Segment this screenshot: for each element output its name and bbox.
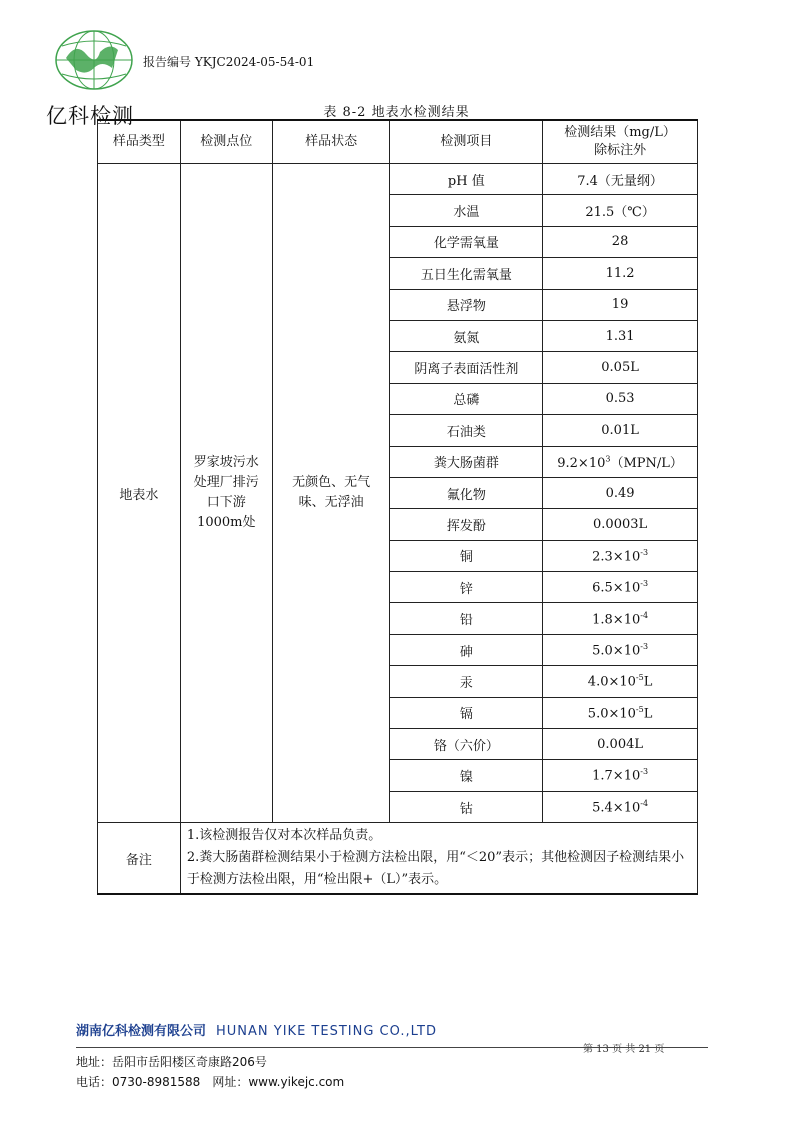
logo-name: 亿科检测 bbox=[46, 104, 134, 128]
item-cell: 水温 bbox=[390, 195, 543, 226]
result-value: 6.5×10 bbox=[592, 580, 641, 596]
result-cell bbox=[543, 791, 698, 822]
item-cell: 总磷 bbox=[390, 383, 543, 414]
result-exponent: -4 bbox=[640, 610, 649, 620]
result-cell bbox=[543, 289, 698, 320]
result-value: 0.05L bbox=[601, 360, 639, 376]
result-cell bbox=[543, 697, 698, 728]
result-exponent: -5 bbox=[635, 673, 644, 683]
result-value: 0.53 bbox=[605, 391, 635, 407]
result-value: 0.004L bbox=[597, 736, 643, 752]
globe-logo-icon bbox=[52, 28, 136, 92]
col-header-state: 样品状态 bbox=[272, 120, 390, 164]
item-cell: 铅 bbox=[390, 603, 543, 634]
result-value: 11.2 bbox=[605, 265, 635, 281]
col-header-result-line1: 检测结果（mg/L） bbox=[564, 125, 676, 140]
item-cell: pH 值 bbox=[390, 164, 543, 195]
result-value: 9.2×10 bbox=[557, 456, 606, 472]
col-header-result-line2: 除标注外 bbox=[594, 143, 647, 158]
results-table bbox=[97, 119, 698, 895]
company-contact bbox=[76, 1073, 344, 1090]
col-header-item: 检测项目 bbox=[390, 120, 543, 164]
footer-divider bbox=[76, 1047, 708, 1048]
result-value: 5.4×10 bbox=[592, 800, 641, 816]
item-cell: 镉 bbox=[390, 697, 543, 728]
company-name bbox=[76, 1020, 437, 1039]
result-cell bbox=[543, 760, 698, 791]
table-title: 表 8-2 地表水检测结果 bbox=[323, 105, 470, 120]
result-exponent: -3 bbox=[640, 579, 649, 589]
result-value: 0.01L bbox=[601, 422, 639, 438]
result-exponent: -3 bbox=[640, 641, 649, 651]
result-cell bbox=[543, 415, 698, 446]
item-cell: 砷 bbox=[390, 634, 543, 665]
item-cell: 阴离子表面活性剂 bbox=[390, 352, 543, 383]
remarks-label: 备注 bbox=[98, 823, 181, 895]
item-cell: 五日生化需氧量 bbox=[390, 258, 543, 289]
result-value: 0.49 bbox=[605, 485, 635, 501]
result-cell bbox=[543, 729, 698, 760]
location-line: 处理厂排污 bbox=[193, 475, 259, 491]
result-value: 1.7×10 bbox=[592, 768, 641, 784]
result-exponent: 3 bbox=[605, 454, 611, 464]
item-cell: 铜 bbox=[390, 540, 543, 571]
item-cell: 挥发酚 bbox=[390, 509, 543, 540]
item-cell: 锌 bbox=[390, 572, 543, 603]
report-number: 报告编号 YKJC2024-05-54-01 bbox=[143, 55, 315, 69]
result-cell bbox=[543, 509, 698, 540]
result-cell bbox=[543, 446, 698, 477]
result-exponent: -3 bbox=[640, 547, 649, 557]
result-cell bbox=[543, 352, 698, 383]
result-cell bbox=[543, 320, 698, 351]
item-cell: 氟化物 bbox=[390, 477, 543, 508]
result-value: 5.0×10 bbox=[592, 643, 641, 659]
result-suffix: （MPN/L） bbox=[610, 456, 683, 472]
company-name-cn: 湖南亿科检测有限公司 bbox=[76, 1024, 207, 1039]
result-value: 7.4（无量纲） bbox=[577, 173, 663, 189]
remark-line: 1.该检测报告仅对本次样品负责。 bbox=[186, 828, 382, 844]
result-exponent: -3 bbox=[640, 767, 649, 777]
result-cell bbox=[543, 226, 698, 257]
col-header-sample-type: 样品类型 bbox=[98, 120, 181, 164]
item-cell: 钴 bbox=[390, 791, 543, 822]
result-value: 21.5（℃） bbox=[585, 205, 655, 221]
state-line: 无颜色、无气 bbox=[292, 475, 371, 491]
item-cell: 氨氮 bbox=[390, 320, 543, 351]
result-cell bbox=[543, 195, 698, 226]
item-cell: 粪大肠菌群 bbox=[390, 446, 543, 477]
location-line: 口下游 bbox=[206, 495, 246, 511]
location-line: 1000m处 bbox=[197, 515, 256, 531]
remarks-row bbox=[98, 823, 698, 895]
result-exponent: -4 bbox=[640, 798, 649, 808]
item-cell: 汞 bbox=[390, 666, 543, 697]
item-cell: 铬（六价） bbox=[390, 729, 543, 760]
state-cell bbox=[272, 164, 390, 823]
location-line: 罗家坡污水 bbox=[193, 455, 259, 471]
result-cell bbox=[543, 666, 698, 697]
company-address: 地址：岳阳市岳阳楼区奇康路206号 bbox=[76, 1055, 267, 1069]
state-line: 味、无浮油 bbox=[298, 495, 364, 511]
result-value: 2.3×10 bbox=[592, 549, 641, 565]
result-cell bbox=[543, 540, 698, 571]
col-header-result bbox=[543, 120, 698, 164]
result-exponent: -5 bbox=[635, 704, 644, 714]
result-value: 4.0×10 bbox=[587, 674, 636, 690]
location-cell bbox=[180, 164, 272, 823]
result-cell bbox=[543, 634, 698, 665]
remarks-text bbox=[180, 823, 697, 895]
item-cell: 镍 bbox=[390, 760, 543, 791]
remark-line: 2.粪大肠菌群检测结果小于检测方法检出限，用“＜20”表示；其他检测因子检测结果小于检测方法检出限，用“检出限+（L）”表示。 bbox=[186, 850, 685, 888]
col-header-location: 检测点位 bbox=[180, 120, 272, 164]
result-value: 5.0×10 bbox=[587, 706, 636, 721]
result-suffix: L bbox=[643, 706, 653, 721]
result-value: 28 bbox=[611, 234, 629, 250]
result-cell bbox=[543, 572, 698, 603]
result-cell bbox=[543, 383, 698, 414]
result-value: 0.0003L bbox=[593, 516, 648, 532]
result-value: 1.8×10 bbox=[592, 611, 641, 627]
company-name-en: HUNAN YIKE TESTING CO.,LTD bbox=[216, 1024, 437, 1039]
table-row bbox=[98, 164, 698, 195]
company-logo bbox=[52, 28, 136, 92]
item-cell: 悬浮物 bbox=[390, 289, 543, 320]
item-cell: 化学需氧量 bbox=[390, 226, 543, 257]
result-suffix: L bbox=[643, 674, 653, 690]
item-cell: 石油类 bbox=[390, 415, 543, 446]
company-phone: 电话：0730-8981588 bbox=[76, 1075, 201, 1089]
company-website: 网址：www.yikejc.com bbox=[212, 1075, 345, 1089]
result-cell bbox=[543, 258, 698, 289]
result-cell bbox=[543, 603, 698, 634]
sample-type-cell: 地表水 bbox=[98, 164, 181, 823]
result-cell bbox=[543, 164, 698, 195]
page-number: 第 13 页 共 21 页 bbox=[583, 1044, 665, 1055]
result-value: 1.31 bbox=[605, 328, 635, 344]
result-value: 19 bbox=[611, 297, 629, 313]
result-cell bbox=[543, 477, 698, 508]
